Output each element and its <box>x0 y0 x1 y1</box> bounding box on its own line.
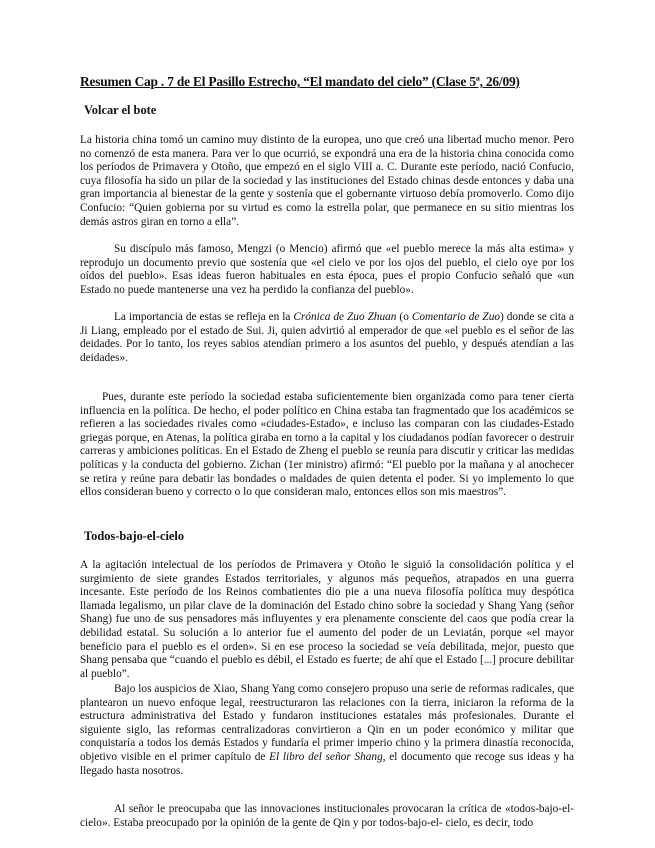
text-run: Bajo los auspicios de Xiao, Shang Yang como consejero propuso una serie de reformas radicales, que plantearon un nuevo enfoque legal, reestructuraron las relaciones con la tierra, iniciaron la reforma de la estructura administrativa del Estado y fundaron instituciones estatales más profesionales. Durante el siguiente siglo, las reformas centralizadoras convirtieron a Qin en un poder económico y militar que conquistaría a todos los demás Estados y fundaría el primer imperio chino y la primera dinastía reconocida, objetivo visible en el primer capítulo de <box>80 683 574 763</box>
section-heading-volcar-el-bote: Volcar el bote <box>84 103 157 117</box>
paragraph-reformas-shang <box>80 683 574 778</box>
italic-title: Crónica de Zuo Zhuan <box>293 311 397 323</box>
italic-title: Comentario de Zuo <box>411 311 500 323</box>
text-run: ) donde se cita a Ji Liang, empleado por el estado de Sui. Ji, quien advirtió al emperador de que «el pueblo es el señor de las deidades. Por lo tanto, los reyes sabios atendían primero a los asuntos del pueblo, y después atendían a las deidades». <box>80 311 575 364</box>
italic-title: El libro del señor Shang <box>269 750 383 763</box>
paragraph-ciudades-estado: Pues, durante este período la sociedad estaba suficientemente bien organizada como para tener cierta influencia en la política. De hecho, el poder político en China estaba tan fragmentado que los académicos se refieren a las sociedades rivales como «ciudades-Estado», e incluso las comparan con las ciudades-Estado griegas porque, en Atenas, la política giraba en torno a la capital y los ciudadanos podían favorecer o destruir carreras y ambiciones políticas. En el Estado de Zheng el pueblo se reunía para discutir y criticar las medidas políticas y la conducta del gobierno. Zichan (1er ministro) afirmó: “El pueblo por la mañana y al anochecer se retira y reúne para debatir las bondades o maldades de quien detenta el poder. Si yo implemento lo que ellos consideran bueno y correcto o lo que consideran malo, entonces ellos son mis maestros”. <box>80 391 574 499</box>
paragraph-zuo-zhuan <box>80 311 574 365</box>
paragraph-mengzi: Su discípulo más famoso, Mengzi (o Mencio) afirmó que «el pueblo merece la más alta estima» y reprodujo un documento previo que sostenía que «el cielo ve por los ojos del pueblo, el cielo oye por los oídos del pueblo». Esas ideas fueron habituales en esta época, pues el propio Confucio señaló que «un Estado no puede mantenerse una vez ha perdido la confianza del pueblo». <box>80 243 574 296</box>
paragraph-critica: Al señor le preocupaba que las innovaciones institucionales provocaran la crítica de «todos-bajo-el-cielo». Estaba preocupado por la opinión de la gente de Qin y por todos-bajo-el- cielo, es decir, todo <box>80 803 574 829</box>
section-heading-todos-bajo-el-cielo: Todos-bajo-el-cielo <box>84 529 185 543</box>
text-run: La importancia de estas se refleja en la <box>114 311 294 323</box>
paragraph-legalismo: A la agitación intelectual de los períodos de Primavera y Otoño le siguió la consolidación política y el surgimiento de siete grandes Estados territoriales, y algunos más pequeños, atrapados en una guerra incesante. Este período de los Reinos combatientes dio pie a una nueva filosofía política muy despótica llamada legalismo, un pilar clave de la dominación del Estado chino sobre la sociedad y Shang Yang (señor Shang) fue uno de sus pensadores más influyentes y era plenamente consciente del caos que podía crear la debilidad estatal. Su solución a lo anterior fue el aumento del poder de un Leviatán, porque «el mayor beneficio para el pueblo es el orden». Si en ese proceso la sociedad se veía debilitada, mejor, puesto que Shang pensaba que “cuando el pueblo es débil, el Estado es fuerte; de ahí que el Estado [...] procure debilitar al pueblo”. <box>80 559 574 680</box>
text-run: , el documento que recoge sus ideas y ha llegado hasta nosotros. <box>80 750 574 777</box>
paragraph-confucio: La historia china tomó un camino muy distinto de la europea, uno que creó una libertad mucho menor. Pero no comenzó de esta manera. Para ver lo que ocurrió, se expondrá una era de la historia china conocida como los períodos de Primavera y Otoño, que empezó en el siglo VIII a. C. Durante este período, nació Confucio, cuya filosofía ha sido un pilar de la sociedad y las instituciones del Estado chinas desde entonces y daba una gran importancia al bienestar de la gente y sostenía que el gobernante virtuoso debía promoverlo. Como dijo Confucio: “Quien gobierna por su virtud es como la estrella polar, que permanece en su sitio mientras los demás astros giran en torno a ella”. <box>80 134 574 228</box>
text-run: (o <box>396 311 412 323</box>
document-title: Resumen Cap . 7 de El Pasillo Estrecho, “El mandato del cielo” (Clase 5ª, 26/09) <box>80 74 520 89</box>
